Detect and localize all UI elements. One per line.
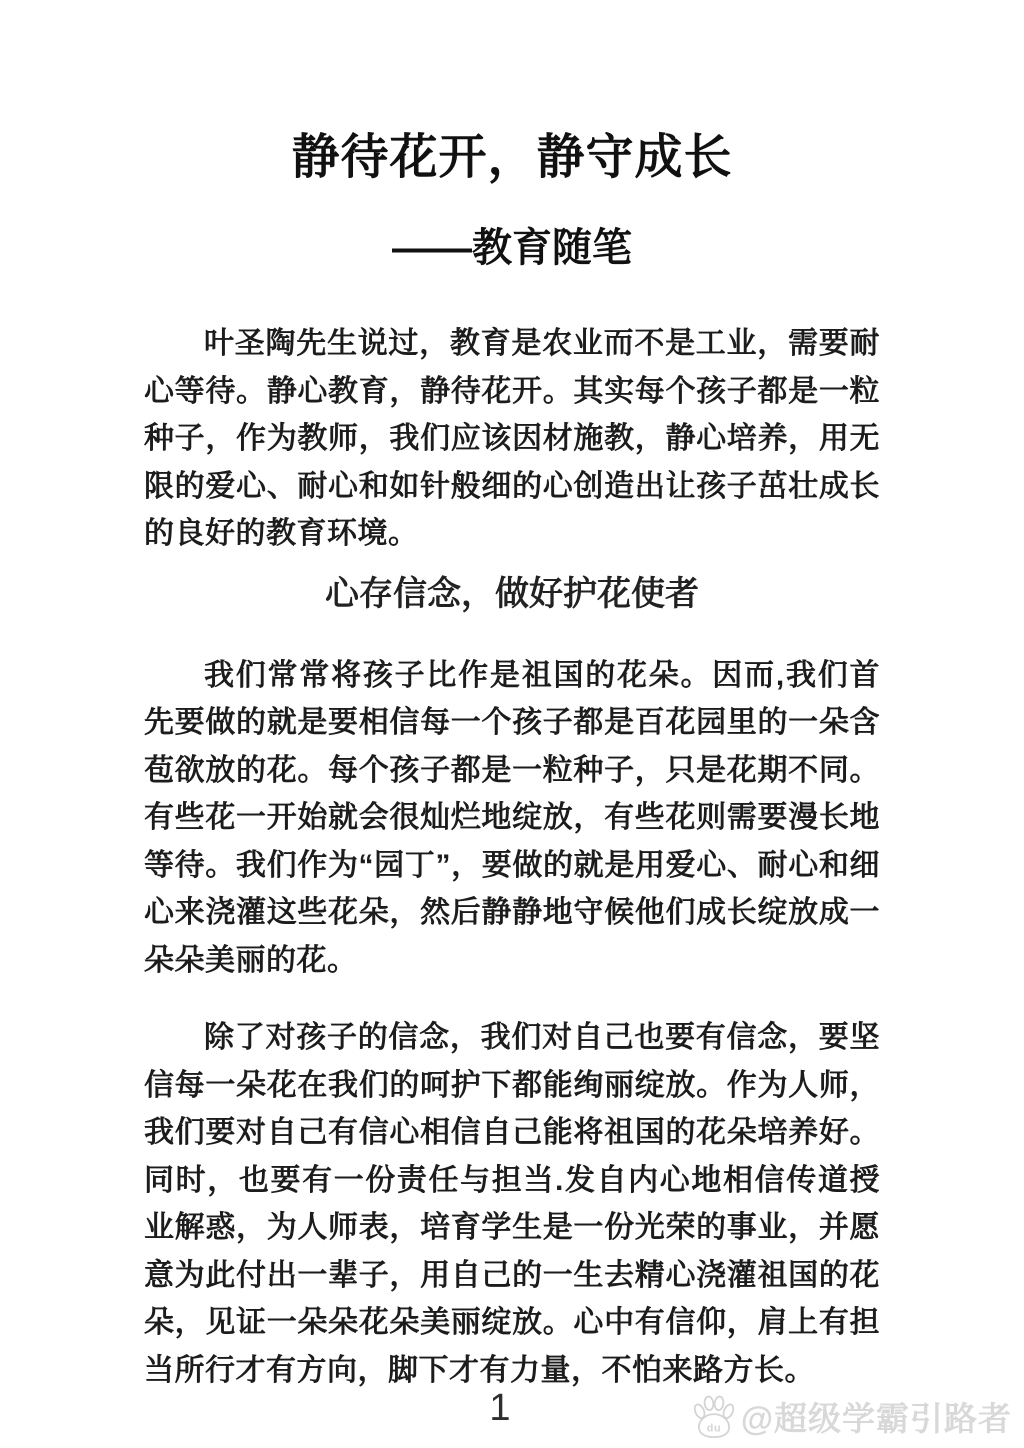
baidu-paw-du-text: du bbox=[706, 1421, 722, 1434]
page-number: 1 bbox=[489, 1387, 511, 1429]
document-content bbox=[0, 128, 1024, 1394]
baidu-paw-icon bbox=[691, 1394, 737, 1440]
body-paragraph-2: 除了对孩子的信念，我们对自己也要有信念，要坚信每一朵花在我们的呵护下都能绚丽绽放。作为人师，我们要对自己有信心相信自己能将祖国的花朵培养好。同时，也要有一份责任与担当.发自内心地相信传道授业解惑，为人师表，培育学生是一份光荣的事业，并愿意为此付出一辈子，用自己的一生去精心浇灌祖国的花朵，见证一朵朵花朵美丽绽放。心中有信仰，肩上有担当所行才有方向，脚下才有力量，不怕来路方长。 bbox=[144, 1021, 880, 1387]
section-heading: 心存信念，做好护花使者 bbox=[325, 574, 699, 613]
body-paragraph-1: 我们常常将孩子比作是祖国的花朵。因而,我们首先要做的就是要相信每一个孩子都是百花园里的一朵含苞欲放的花。每个孩子都是一粒种子，只是花期不同。有些花一开始就会很灿烂地绽放，有些花则需要漫长地等待。我们作为“园丁”，要做的就是用爱心、耐心和细心来浇灌这些花朵，然后静静地守候他们成长绽放成一朵朵美丽的花。 bbox=[144, 658, 880, 977]
document-title: 静待花开，静守成长 bbox=[291, 131, 733, 184]
intro-paragraph: 叶圣陶先生说过，教育是农业而不是工业，需要耐心等待。静心教育，静待花开。其实每个孩子都是一粒种子，作为教师，我们应该因材施教，静心培养，用无限的爱心、耐心和如针般细的心创造出让孩子茁壮成长的良好的教育环境。 bbox=[144, 327, 880, 550]
watermark-text: @超级学霸引路者 bbox=[740, 1400, 1012, 1437]
watermark bbox=[691, 1393, 1012, 1440]
document-subtitle: ——教育随笔 bbox=[392, 226, 632, 270]
